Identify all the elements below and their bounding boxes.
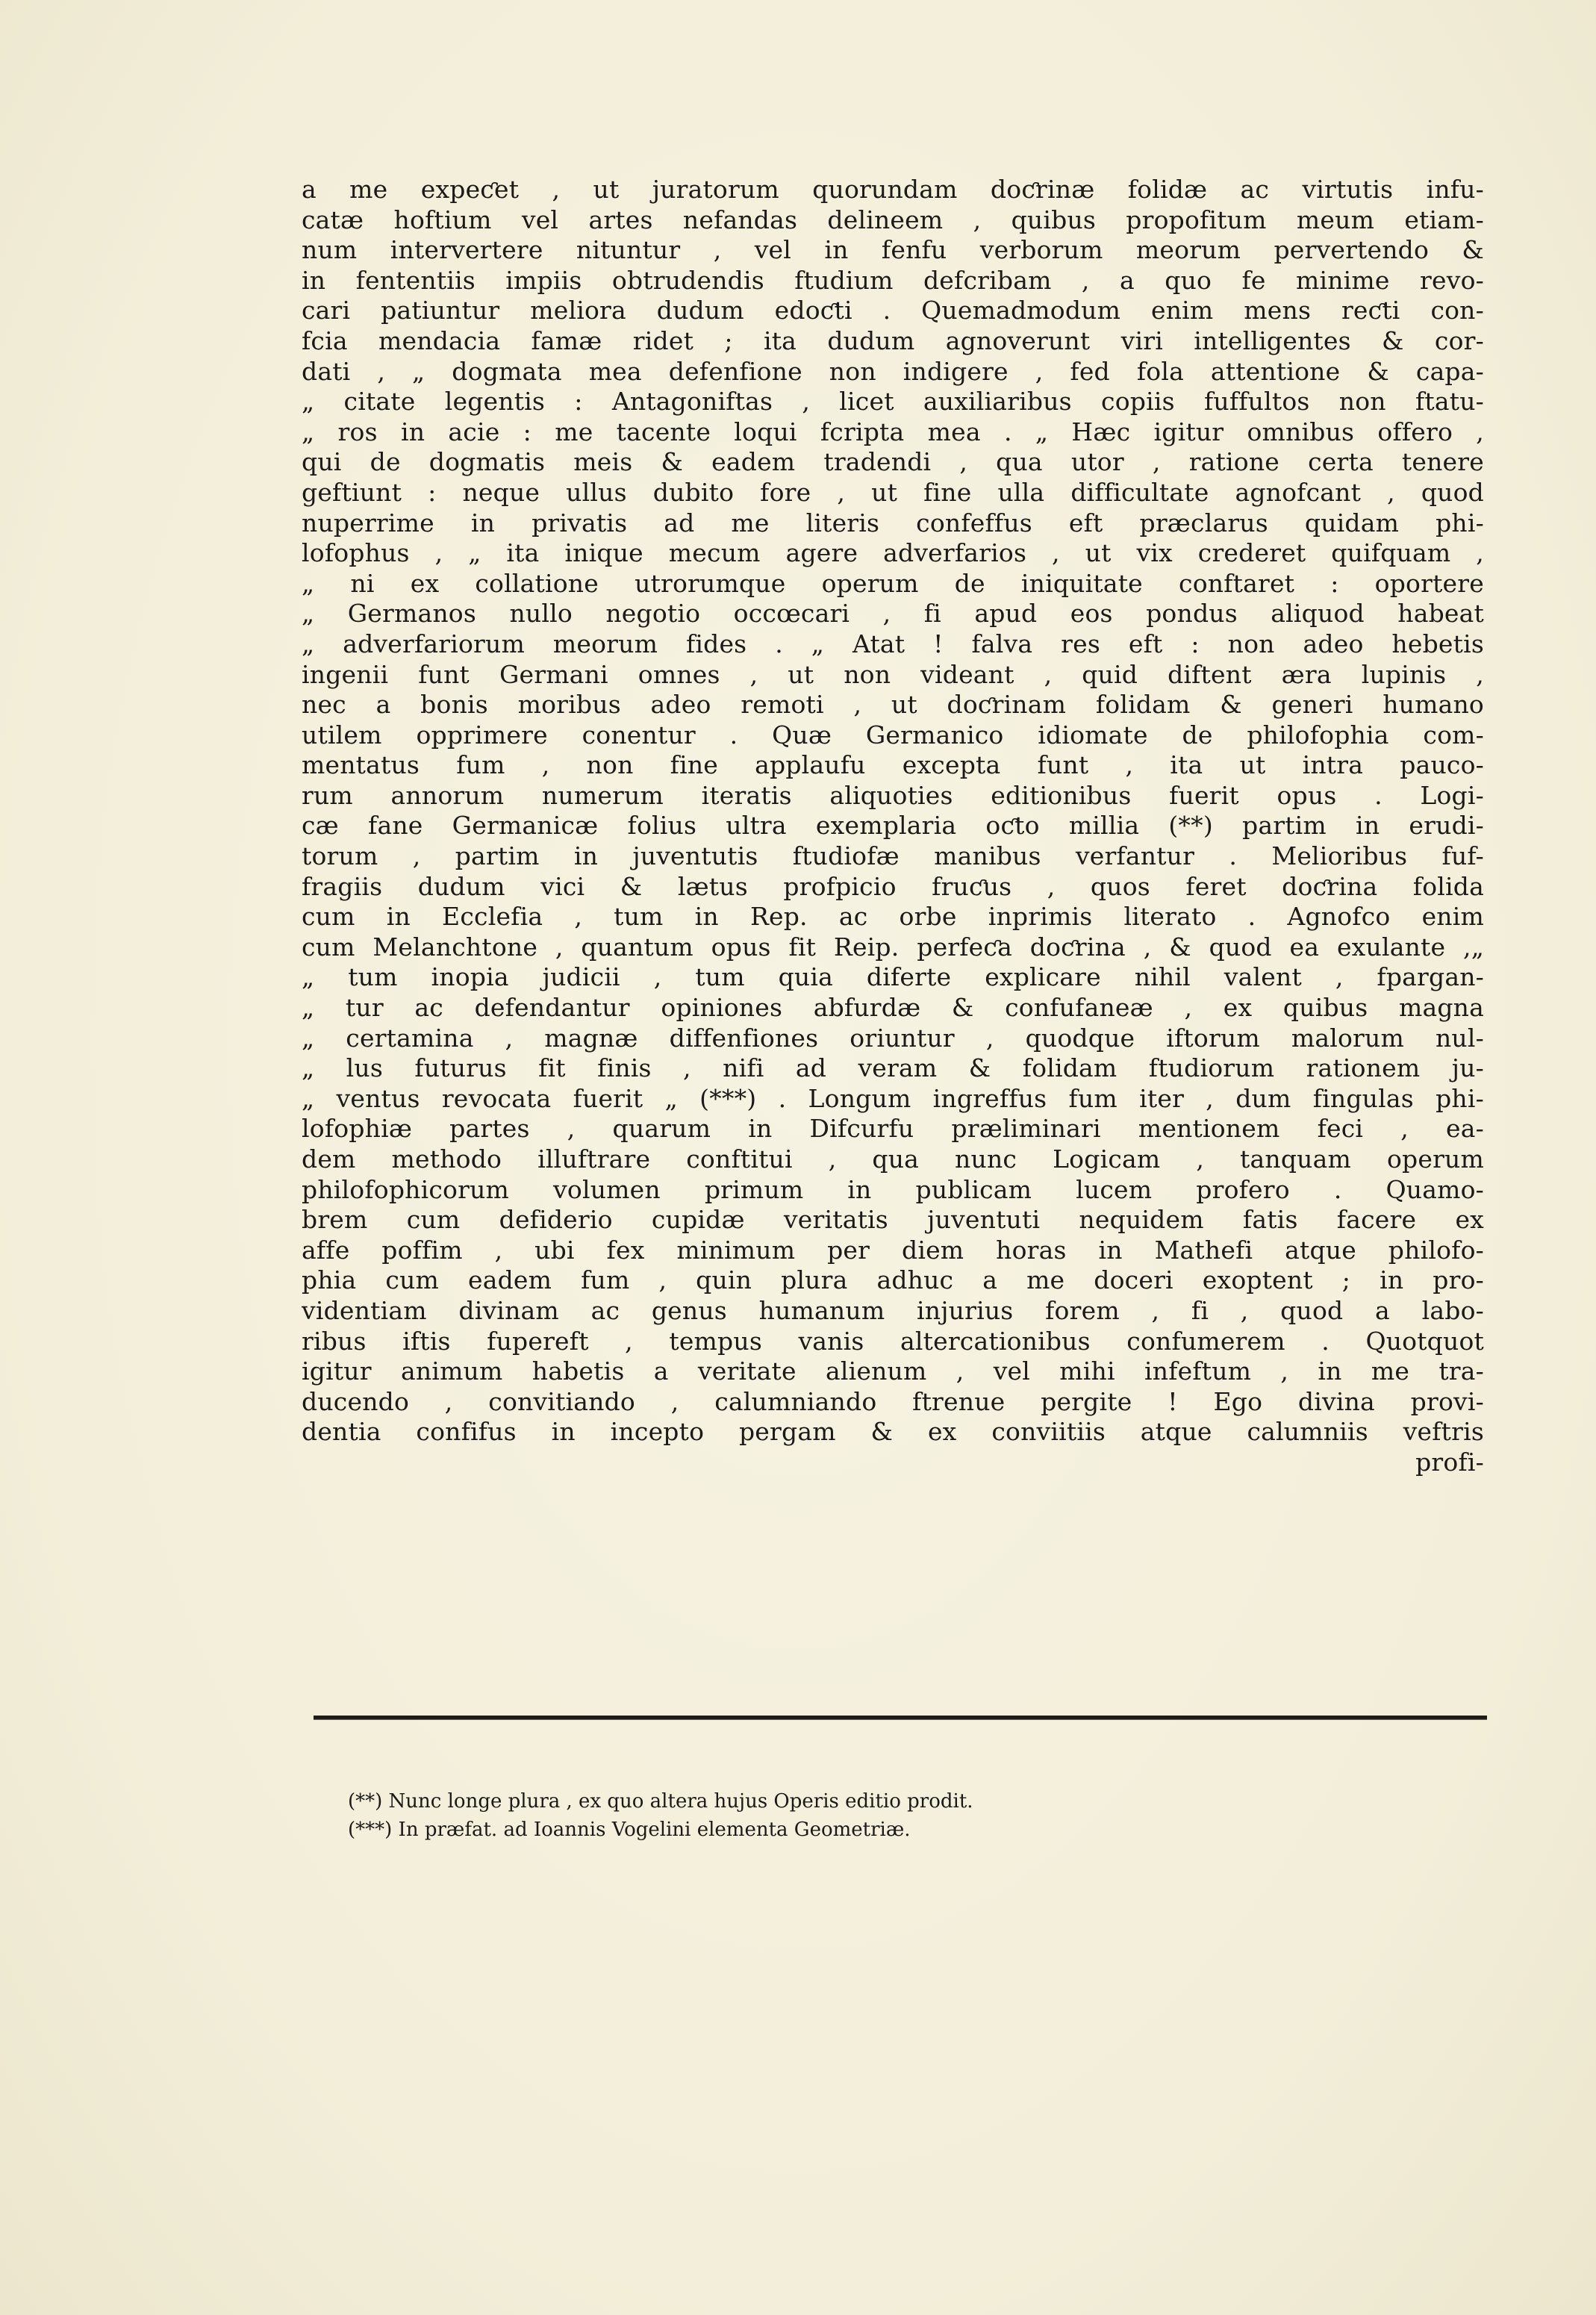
text-line: „ tur ac defendantur opiniones abfurdæ & confufaneæ , ex quibus magna: [302, 993, 1484, 1023]
text-line: rum annorum numerum iteratis aliquoties editionibus fuerit opus . Logi-: [302, 780, 1484, 810]
text-line: „ ros in acie : me tacente loqui fcripta mea . „ Hæc igitur omnibus offero ,: [302, 417, 1484, 446]
text-line: catæ hoftium vel artes nefandas delineem , quibus propofitum meum etiam-: [302, 205, 1484, 234]
text-line: qui de dogmatis meis & eadem tradendi , qua utor , ratione certa tenere: [302, 447, 1484, 477]
footnotes-block: [348, 1787, 1318, 1844]
footnote: (***) In præfat. ad Ioannis Vogelini elementa Geometriæ.: [348, 1819, 911, 1841]
text-line: ducendo , convitiando , calumniando ftrenue pergite ! Ego divina provi-: [302, 1386, 1484, 1416]
text-line: phia cum eadem fum , quin plura adhuc a me doceri exoptent ; in pro-: [302, 1265, 1484, 1295]
text-line: „ ni ex collatione utrorumque operum de iniquitate conftaret : oportere: [302, 568, 1484, 598]
footnote-separator-hairline: [314, 1719, 1487, 1720]
text-line: lofophiæ partes , quarum in Difcurfu præliminari mentionem feci , ea-: [302, 1114, 1484, 1144]
text-line: philofophicorum volumen primum in publicam lucem profero . Quamo-: [302, 1174, 1484, 1204]
text-line: „ certamina , magnæ diffenfiones oriuntur , quodque iftorum malorum nul-: [302, 1023, 1484, 1053]
text-line: „ adverfariorum meorum fides . „ Atat ! falva res eft : non adeo hebetis: [302, 629, 1484, 658]
footnote: (**) Nunc longe plura , ex quo altera hujus Operis editio prodit.: [348, 1790, 973, 1813]
catchword: profi-: [1415, 1447, 1484, 1477]
text-line: geftiunt : neque ullus dubito fore , ut fine ulla difficultate agnofcant , quod: [302, 477, 1484, 507]
main-text-block: [302, 175, 1484, 1478]
text-line: lofophus , „ ita inique mecum agere adverfarios , ut vix crederet quifquam ,: [302, 538, 1484, 568]
text-line: „ Germanos nullo negotio occœcari , fi apud eos pondus aliquod habeat: [302, 599, 1484, 629]
text-line: cum in Ecclefia , tum in Rep. ac orbe inprimis literato . Agnofco enim: [302, 902, 1484, 932]
text-line: nuperrime in privatis ad me literis confeffus eft præclarus quidam phi-: [302, 508, 1484, 538]
text-line: nec a bonis moribus adeo remoti , ut doƈrinam folidam & generi humano: [302, 690, 1484, 720]
text-line: „ ventus revocata fuerit „ (***) . Longum ingreffus fum iter , dum fingulas phi-: [302, 1083, 1484, 1113]
text-line: videntiam divinam ac genus humanum injurius forem , fi , quod a labo-: [302, 1295, 1484, 1325]
text-line: cæ fane Germanicæ folius ultra exemplaria oƈto millia (**) partim in erudi-: [302, 811, 1484, 841]
text-line: utilem opprimere conentur . Quæ Germanico idiomate de philofophia com-: [302, 720, 1484, 750]
text-line: fragiis dudum vici & lætus profpicio fruƈus , quos feret doƈrina folida: [302, 871, 1484, 901]
text-line: dentia confifus in incepto pergam & ex conviitiis atque calumniis veftris: [302, 1417, 1484, 1447]
text-line: „ citate legentis : Antagoniftas , licet auxiliaribus copiis fuffultos non ftatu-: [302, 387, 1484, 417]
text-line: ribus iftis fupereft , tempus vanis altercationibus confumerem . Quotquot: [302, 1326, 1484, 1356]
text-line: ingenii funt Germani omnes , ut non videant , quid diftent æra lupinis ,: [302, 659, 1484, 689]
text-line: dati , „ dogmata mea defenfione non indigere , fed fola attentione & capa-: [302, 356, 1484, 386]
text-line: torum , partim in juventutis ftudiofæ manibus verfantur . Melioribus fuf-: [302, 841, 1484, 871]
text-line: fcia mendacia famæ ridet ; ita dudum agnoverunt viri intelligentes & cor-: [302, 325, 1484, 355]
text-line: in fententiis impiis obtrudendis ftudium defcribam , a quo fe minime revo-: [302, 265, 1484, 295]
text-line: affe poffim , ubi fex minimum per diem horas in Mathefi atque philofo-: [302, 1235, 1484, 1265]
text-line: num intervertere nituntur , vel in fenfu verborum meorum pervertendo &: [302, 235, 1484, 265]
text-line: „ lus futurus fit finis , nifi ad veram & folidam ftudiorum rationem ju-: [302, 1053, 1484, 1083]
text-line: a me expeƈet , ut juratorum quorundam doƈrinæ folidæ ac virtutis infu-: [302, 175, 1484, 204]
text-line: dem methodo illuftrare conftitui , qua nunc Logicam , tanquam operum: [302, 1144, 1484, 1174]
text-line: cari patiuntur meliora dudum edoƈti . Quemadmodum enim mens reƈti con-: [302, 296, 1484, 325]
text-line: mentatus fum , non fine applaufu excepta funt , ita ut intra pauco-: [302, 750, 1484, 780]
text-line: cum Melanchtone , quantum opus fit Reip. perfeƈa doƈrina , & quod ea exulante ,„: [302, 932, 1484, 962]
text-line: igitur animum habetis a veritate alienum , vel mihi infeftum , in me tra-: [302, 1356, 1484, 1386]
text-line: „ tum inopia judicii , tum quia diferte explicare nihil valent , fpargan-: [302, 962, 1484, 992]
text-line: brem cum defiderio cupidæ veritatis juventuti nequidem fatis facere ex: [302, 1205, 1484, 1235]
